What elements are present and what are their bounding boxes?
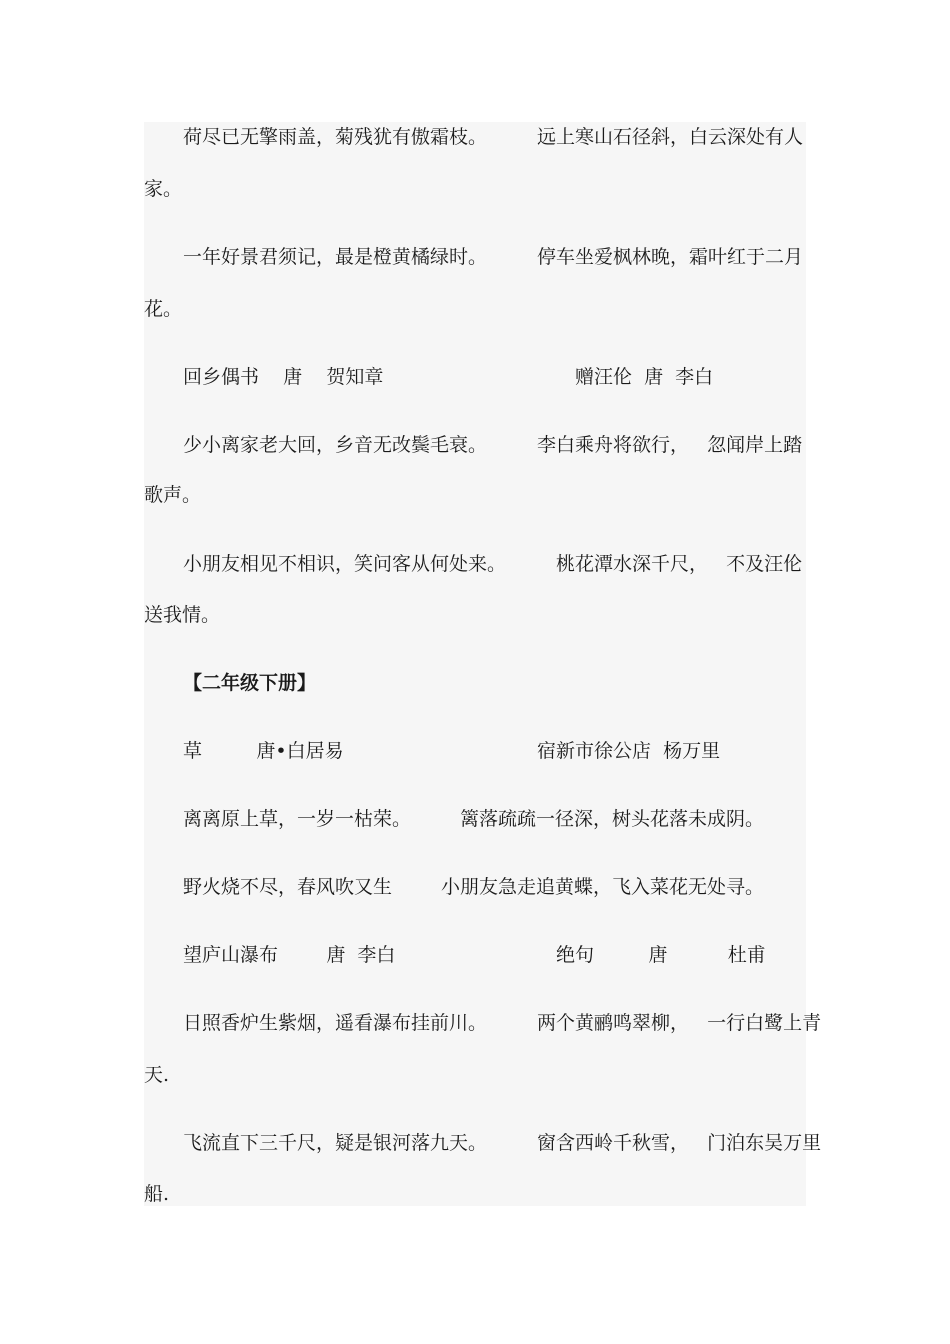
poem-line-liang-ge: 两个黄鹂鸣翠柳， 一行白鹭上青	[537, 1012, 822, 1034]
poem-line-shao-xiao: 少小离家老大回，乡音无改鬓毛衰。	[183, 434, 488, 456]
poem-line-wrap: 歌声。	[144, 484, 202, 506]
poem-line-chuang-han: 窗含西岭千秋雪， 门泊东吴万里	[537, 1132, 822, 1154]
poem-line-li-luo: 篱落疏疏一径深，树头花落未成阴。	[460, 808, 765, 830]
poem-title-cao: 草 唐•白居易	[183, 740, 344, 762]
poem-line-li-li: 离离原上草，一岁一枯荣。	[183, 808, 412, 830]
poem-title-zeng-wang-lun: 赠汪伦 唐 李白	[575, 366, 714, 388]
poem-title-wang-lu-shan: 望庐山瀑布 唐 李白	[183, 944, 396, 966]
poem-title-hui-xiang-ou-shu: 回乡偶书 唐 贺知章	[183, 366, 384, 388]
poem-line-wrap: 天.	[144, 1064, 170, 1086]
poem-line-wrap: 花。	[144, 298, 183, 320]
poem-line-wrap: 送我情。	[144, 604, 221, 626]
poem-line-ting-che: 停车坐爱枫林晚，霜叶红于二月	[537, 246, 804, 268]
poem-line-fei-liu: 飞流直下三千尺，疑是银河落九天。	[183, 1132, 488, 1154]
poem-title-su-xin-shi: 宿新市徐公店 杨万里	[537, 740, 721, 762]
poem-line-ri-zhao: 日照香炉生紫烟，遥看瀑布挂前川。	[183, 1012, 488, 1034]
section-heading: 【二年级下册】	[183, 672, 317, 694]
poem-line-er-tong-ji-zou: 小朋友急走追黄蝶，飞入菜花无处寻。	[441, 876, 765, 898]
poem-line-tao-hua-tan: 桃花潭水深千尺， 不及汪伦	[556, 553, 803, 575]
document-page	[144, 122, 806, 1206]
poem-line-wrap: 家。	[144, 178, 183, 200]
poem-line-he-jin: 荷尽已无擎雨盖，菊残犹有傲霜枝。	[183, 126, 488, 148]
poem-line-er-tong: 小朋友相见不相识，笑问客从何处来。	[183, 553, 507, 575]
poem-line-li-bai-cheng-zhou: 李白乘舟将欲行， 忽闻岸上踏	[537, 434, 803, 456]
poem-line-ye-huo: 野火烧不尽，春风吹又生	[183, 876, 393, 898]
poem-line-yuan-shang: 远上寒山石径斜，白云深处有人	[537, 126, 804, 148]
poem-line-yi-nian: 一年好景君须记，最是橙黄橘绿时。	[183, 246, 488, 268]
poem-title-jue-ju: 绝句 唐 杜甫	[556, 944, 766, 966]
poem-line-wrap: 船.	[144, 1183, 170, 1205]
